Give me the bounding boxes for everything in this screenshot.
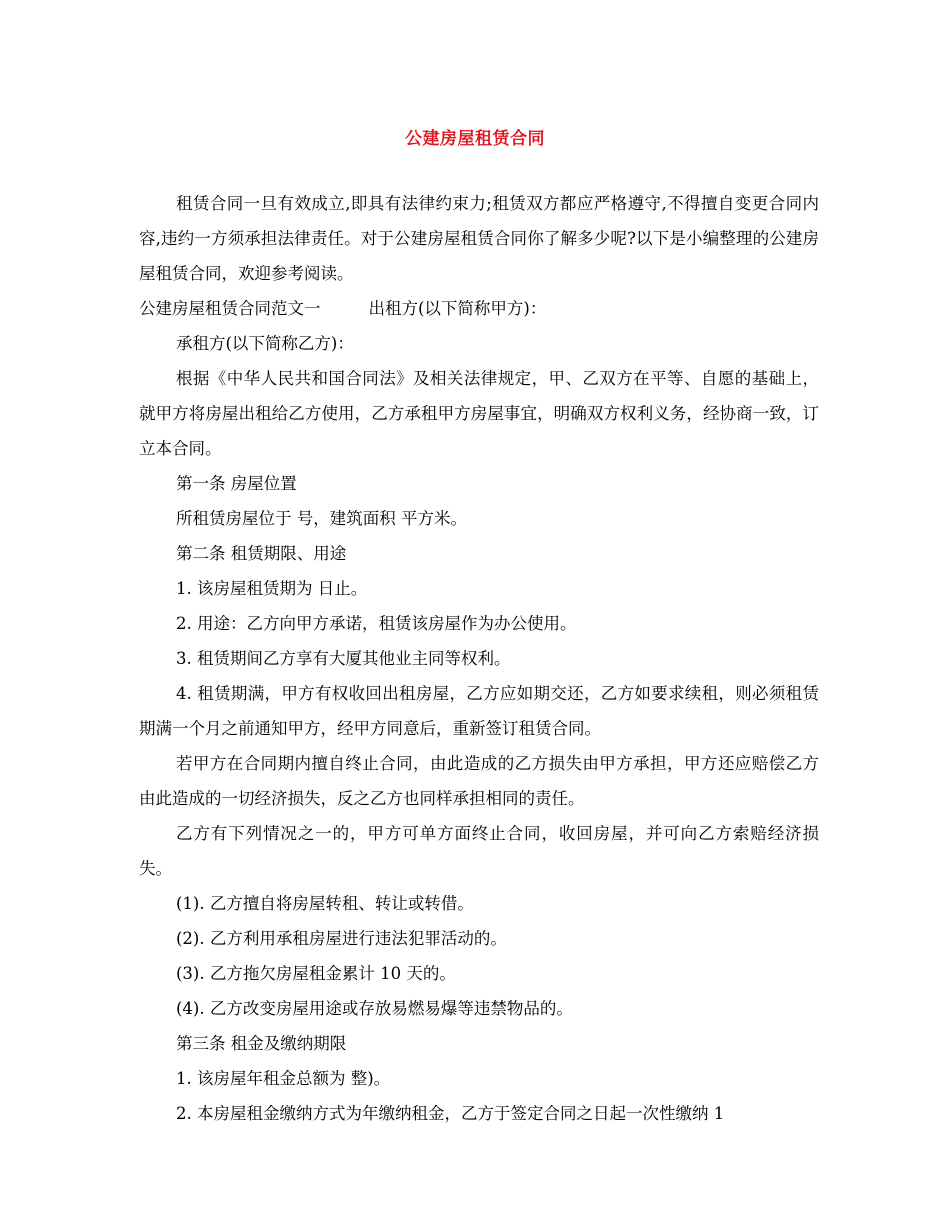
article-2-item-1: 1. 该房屋租赁期为 日止。 <box>176 579 368 598</box>
condition-item-2: (2). 乙方利用承租房屋进行违法犯罪活动的。 <box>176 929 507 948</box>
condition-item-1: (1). 乙方擅自将房屋转租、转让或转借。 <box>176 894 474 913</box>
lessor-label: 出租方(以下简称甲方)： <box>368 299 547 318</box>
article-1-text: 所租赁房屋位于 号，建筑面积 平方米。 <box>176 509 467 528</box>
condition-item-4: (4). 乙方改变房屋用途或存放易燃易爆等违禁物品的。 <box>176 999 573 1018</box>
condition-item-3: (3). 乙方拖欠房屋租金累计 10 天的。 <box>176 964 456 983</box>
early-termination-paragraph: 若甲方在合同期内擅自终止合同，由此造成的乙方损失由甲方承担，甲方还应赔偿乙方由此造成的一切经济损失，反之乙方也同样承担相同的责任。 <box>139 754 819 808</box>
article-2-item-3: 3. 租赁期间乙方享有大厦其他业主同等权利。 <box>176 649 511 668</box>
sample-heading: 公建房屋租赁合同范文一 <box>139 299 321 318</box>
document-title: 公建房屋租赁合同 <box>405 129 545 149</box>
lessee-label: 承租方(以下简称乙方)： <box>176 334 354 353</box>
article-3-item-2: 2. 本房屋租金缴纳方式为年缴纳租金，乙方于签定合同之日起一次性缴纳 1 <box>176 1104 725 1123</box>
article-2-item-4: 4. 租赁期满，甲方有权收回出租房屋，乙方应如期交还，乙方如要求续租，则必须租赁期满一个月之前通知甲方，经甲方同意后，重新签订租赁合同。 <box>139 684 819 738</box>
article-2-item-2: 2. 用途：乙方向甲方承诺，租赁该房屋作为办公使用。 <box>176 614 577 633</box>
article-3-item-1: 1. 该房屋年租金总额为 整)。 <box>176 1069 391 1088</box>
termination-conditions-paragraph: 乙方有下列情况之一的，甲方可单方面终止合同，收回房屋，并可向乙方索赔经济损失。 <box>139 824 819 878</box>
article-1-heading: 第一条 房屋位置 <box>176 474 297 493</box>
legal-basis-paragraph: 根据《中华人民共和国合同法》及相关法律规定，甲、乙双方在平等、自愿的基础上，就甲方将房屋出租给乙方使用，乙方承租甲方房屋事宜，明确双方权利义务，经协商一致，订立本合同。 <box>139 369 819 458</box>
article-2-heading: 第二条 租赁期限、用途 <box>176 544 347 563</box>
intro-paragraph: 租赁合同一旦有效成立,即具有法律约束力;租赁双方都应严格遵守,不得擅自变更合同内容,违约一方须承担法律责任。对于公建房屋租赁合同你了解多少呢?以下是小编整理的公建房屋租赁合同，欢迎参考阅读。 <box>139 194 819 283</box>
article-3-heading: 第三条 租金及缴纳期限 <box>176 1034 347 1053</box>
document-body <box>139 186 819 1131</box>
sample-heading-line <box>139 291 819 326</box>
